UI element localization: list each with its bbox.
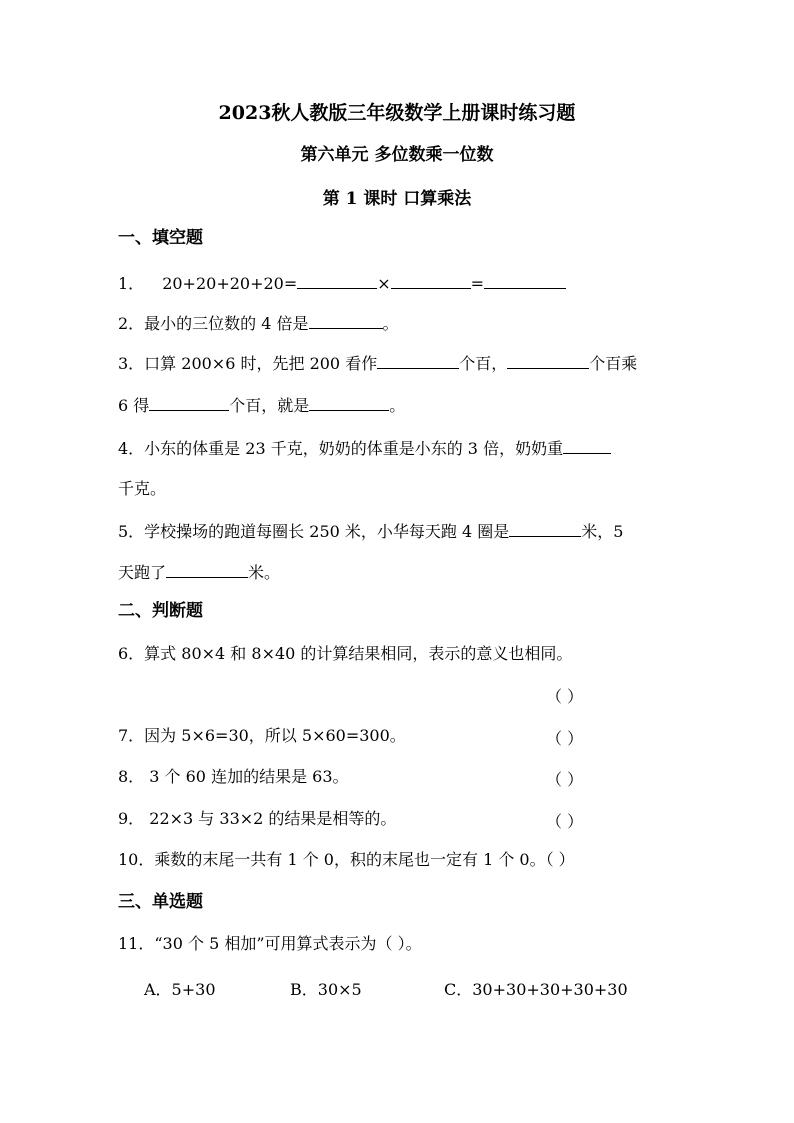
page-title: 2023秋人教版三年级数学上册课时练习题 xyxy=(218,102,576,124)
q3-text-b: 个百， xyxy=(459,354,508,373)
q5-blank-1[interactable] xyxy=(509,520,581,537)
q6-answer-paren[interactable]: （ ） xyxy=(546,687,584,706)
question-1 xyxy=(118,272,566,294)
section-judge-heading: 二、判断题 xyxy=(118,601,203,621)
q7-answer-paren[interactable]: （ ） xyxy=(546,729,584,748)
q1-number: 1． xyxy=(118,274,145,293)
q3-text-a: 3．口算 200×6 时，先把 200 看作 xyxy=(118,354,378,373)
question-6: 6．算式 80×4 和 8×40 的计算结果相同，表示的意义也相同。 xyxy=(118,644,573,663)
question-5-line-2 xyxy=(118,561,280,583)
question-4-line-2 xyxy=(118,479,166,499)
q5-blank-2[interactable] xyxy=(166,561,248,578)
question-3-line-2 xyxy=(118,394,405,416)
q11-option-b[interactable]: B．30×5 xyxy=(290,980,362,999)
question-10: 10．乘数的末尾一共有 1 个 0，积的末尾也一定有 1 个 0。（ ） xyxy=(118,850,575,869)
q3-blank-2[interactable] xyxy=(507,352,589,369)
q4-text-a: 4．小东的体重是 23 千克，奶奶的体重是小东的 3 倍，奶奶重 xyxy=(118,439,564,458)
q5-text-b: 米，5 xyxy=(581,522,624,541)
q4-text-b: 千克。 xyxy=(118,479,167,498)
q3-text-c: 个百乘 xyxy=(589,354,638,373)
q1-times: × xyxy=(377,274,391,293)
section-choice-heading: 三、单选题 xyxy=(118,892,203,912)
q2-blank[interactable] xyxy=(309,312,383,329)
q3-text-f: 。 xyxy=(389,396,406,415)
question-3-line-1 xyxy=(118,352,637,374)
q1-expression: 20+20+20+20= xyxy=(162,274,298,293)
question-8: 8． 3 个 60 连加的结果是 63。 xyxy=(118,767,349,786)
q2-text: 2．最小的三位数的 4 倍是 xyxy=(118,314,309,333)
q1-blank-2[interactable] xyxy=(391,272,471,289)
q2-end: 。 xyxy=(382,314,399,333)
unit-title: 第六单元 多位数乘一位数 xyxy=(300,145,494,165)
q5-text-c: 天跑了 xyxy=(118,563,167,582)
q9-answer-paren[interactable]: （ ） xyxy=(546,812,584,831)
question-2 xyxy=(118,312,399,334)
q3-blank-1[interactable] xyxy=(377,352,459,369)
q5-text-d: 米。 xyxy=(248,563,281,582)
q11-option-c[interactable]: C．30+30+30+30+30 xyxy=(444,980,628,999)
q1-equals: = xyxy=(470,274,485,293)
section-fill-heading: 一、填空题 xyxy=(118,228,203,248)
question-5-line-1 xyxy=(118,520,623,542)
q3-blank-4[interactable] xyxy=(309,394,389,411)
q3-blank-3[interactable] xyxy=(149,394,229,411)
q5-text-a: 5．学校操场的跑道每圈长 250 米，小华每天跑 4 圈是 xyxy=(118,522,510,541)
q1-blank-1[interactable] xyxy=(297,272,377,289)
q4-blank[interactable] xyxy=(563,437,611,454)
lesson-title: 第 1 课时 口算乘法 xyxy=(322,189,472,209)
q3-text-e: 个百，就是 xyxy=(229,396,310,415)
q3-text-d: 6 得 xyxy=(118,396,150,415)
q8-answer-paren[interactable]: （ ） xyxy=(546,770,584,789)
question-11: 11．“30 个 5 相加”可用算式表示为（ ）。 xyxy=(118,934,422,953)
q11-option-a[interactable]: A．5+30 xyxy=(144,980,216,999)
question-9: 9． 22×3 与 33×2 的结果是相等的。 xyxy=(118,809,397,828)
question-4-line-1 xyxy=(118,437,611,459)
question-7: 7．因为 5×6=30，所以 5×60=300。 xyxy=(118,726,406,745)
q1-blank-3[interactable] xyxy=(484,272,566,289)
